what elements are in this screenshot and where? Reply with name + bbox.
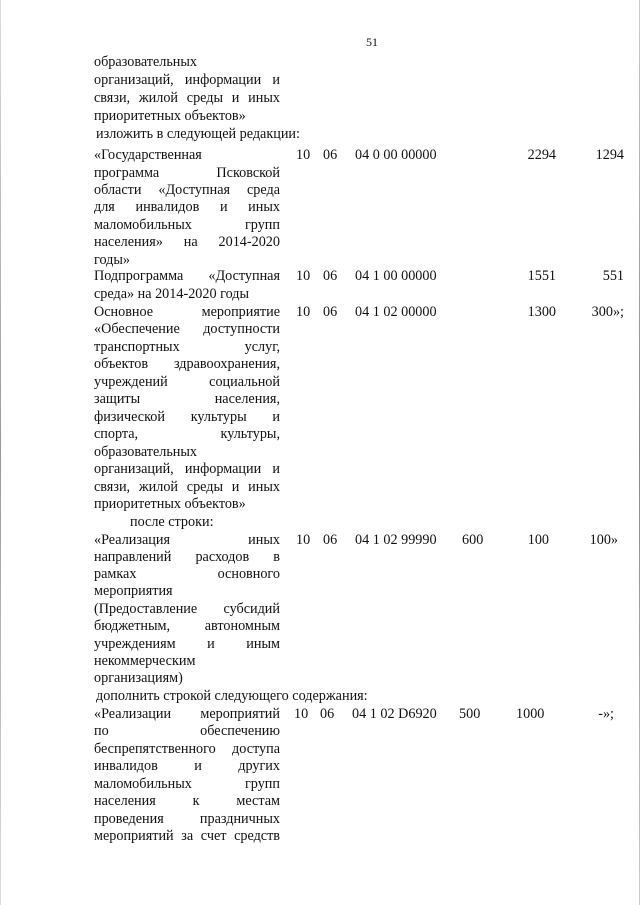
row-name-line: направлений расходов в bbox=[94, 549, 280, 565]
row-name-line: спорта, культуры, bbox=[94, 426, 280, 442]
row-name-line: беспрепятственного доступа bbox=[94, 741, 280, 757]
row-name-line: проведения праздничных bbox=[94, 811, 280, 827]
row-name-line: мероприятий за счет средств bbox=[94, 828, 280, 844]
row-vr: 600 bbox=[462, 532, 484, 548]
instruction-after-row: после строки: bbox=[130, 514, 214, 530]
row-name-line: Подпрограмма «Доступная bbox=[94, 268, 280, 284]
row-csr: 04 1 02 D6920 bbox=[352, 706, 437, 722]
row-name-line: инвалидов и других bbox=[94, 758, 280, 774]
row-sum1: 2294 bbox=[527, 147, 556, 163]
row-name-line: Основное мероприятие bbox=[94, 304, 280, 320]
row-name-line: населения к местам bbox=[94, 793, 280, 809]
row-sum2: 100» bbox=[589, 532, 618, 548]
row-pr: 06 bbox=[323, 268, 338, 284]
row-name-line: организаций, информации и bbox=[94, 461, 280, 477]
row-sum1: 1300 bbox=[527, 304, 556, 320]
row-name-line: приоритетных объектов» bbox=[94, 496, 246, 512]
row-name-line: маломобильных групп bbox=[94, 776, 280, 792]
row-sum2: 300»; bbox=[591, 304, 624, 320]
row-name-line: мероприятия bbox=[94, 583, 173, 599]
row-name-line: «Реализация иных bbox=[94, 532, 280, 548]
row-name-line: некоммерческим bbox=[94, 653, 196, 669]
row-name-line: учреждений социальной bbox=[94, 374, 280, 390]
row-name-line: бюджетным, автономным bbox=[94, 618, 280, 634]
row-pr: 06 bbox=[323, 147, 338, 163]
instruction-append: дополнить строкой следующего содержания: bbox=[96, 688, 368, 704]
row-rz: 10 bbox=[296, 147, 311, 163]
row-sum1: 1000 bbox=[516, 706, 545, 722]
row-rz: 10 bbox=[296, 304, 311, 320]
row-name-line: физической культуры и bbox=[94, 409, 280, 425]
row-rz: 10 bbox=[296, 268, 311, 284]
row-name-line: для инвалидов и иных bbox=[94, 199, 280, 215]
intro-line: образовательных bbox=[94, 54, 198, 70]
instruction-replace: изложить в следующей редакции: bbox=[96, 126, 300, 142]
row-vr: 500 bbox=[459, 706, 481, 722]
row-name-line: среда» на 2014-2020 годы bbox=[94, 286, 250, 302]
row-csr: 04 1 02 00000 bbox=[355, 304, 437, 320]
row-name-line: маломобильных групп bbox=[94, 217, 280, 233]
row-name-line: связи, жилой среды и иных bbox=[94, 479, 280, 495]
row-name-line: защиты населения, bbox=[94, 391, 280, 407]
intro-line: организаций, информации и bbox=[94, 72, 280, 88]
row-name-line: годы» bbox=[94, 252, 130, 268]
row-pr: 06 bbox=[320, 706, 335, 722]
row-csr: 04 1 00 00000 bbox=[355, 268, 437, 284]
row-rz: 10 bbox=[294, 706, 309, 722]
row-name-line: рамках основного bbox=[94, 566, 280, 582]
row-name-line: «Обеспечение доступности bbox=[94, 321, 280, 337]
row-name-line: «Государственная bbox=[94, 147, 202, 163]
row-name-line: образовательных bbox=[94, 444, 198, 460]
row-name-line: объектов здравоохранения, bbox=[94, 356, 280, 372]
row-sum2: -»; bbox=[598, 706, 614, 722]
row-name-line: учреждениям и иным bbox=[94, 636, 280, 652]
row-csr: 04 1 02 99990 bbox=[355, 532, 437, 548]
row-name-line: населения» на 2014-2020 bbox=[94, 234, 280, 250]
intro-line: приоритетных объектов» bbox=[94, 108, 246, 124]
row-pr: 06 bbox=[323, 304, 338, 320]
row-sum1: 1551 bbox=[527, 268, 556, 284]
row-sum2: 1294 bbox=[595, 147, 624, 163]
row-rz: 10 bbox=[296, 532, 311, 548]
row-name-line: организациям) bbox=[94, 670, 183, 686]
intro-line: связи, жилой среды и иных bbox=[94, 90, 280, 106]
page-number: 51 bbox=[366, 35, 378, 49]
row-sum2: 551 bbox=[602, 268, 624, 284]
row-name-line: транспортных услуг, bbox=[94, 339, 280, 355]
row-name-line: (Предоставление субсидий bbox=[94, 601, 280, 617]
row-name-line: по обеспечению bbox=[94, 723, 280, 739]
row-sum1: 100 bbox=[527, 532, 549, 548]
left-scan-edge bbox=[0, 0, 1, 905]
row-name-line: «Реализации мероприятий bbox=[94, 706, 280, 722]
row-csr: 04 0 00 00000 bbox=[355, 147, 437, 163]
row-name-line: области «Доступная среда bbox=[94, 182, 280, 198]
row-pr: 06 bbox=[323, 532, 338, 548]
row-name-line: программа Псковской bbox=[94, 165, 280, 181]
